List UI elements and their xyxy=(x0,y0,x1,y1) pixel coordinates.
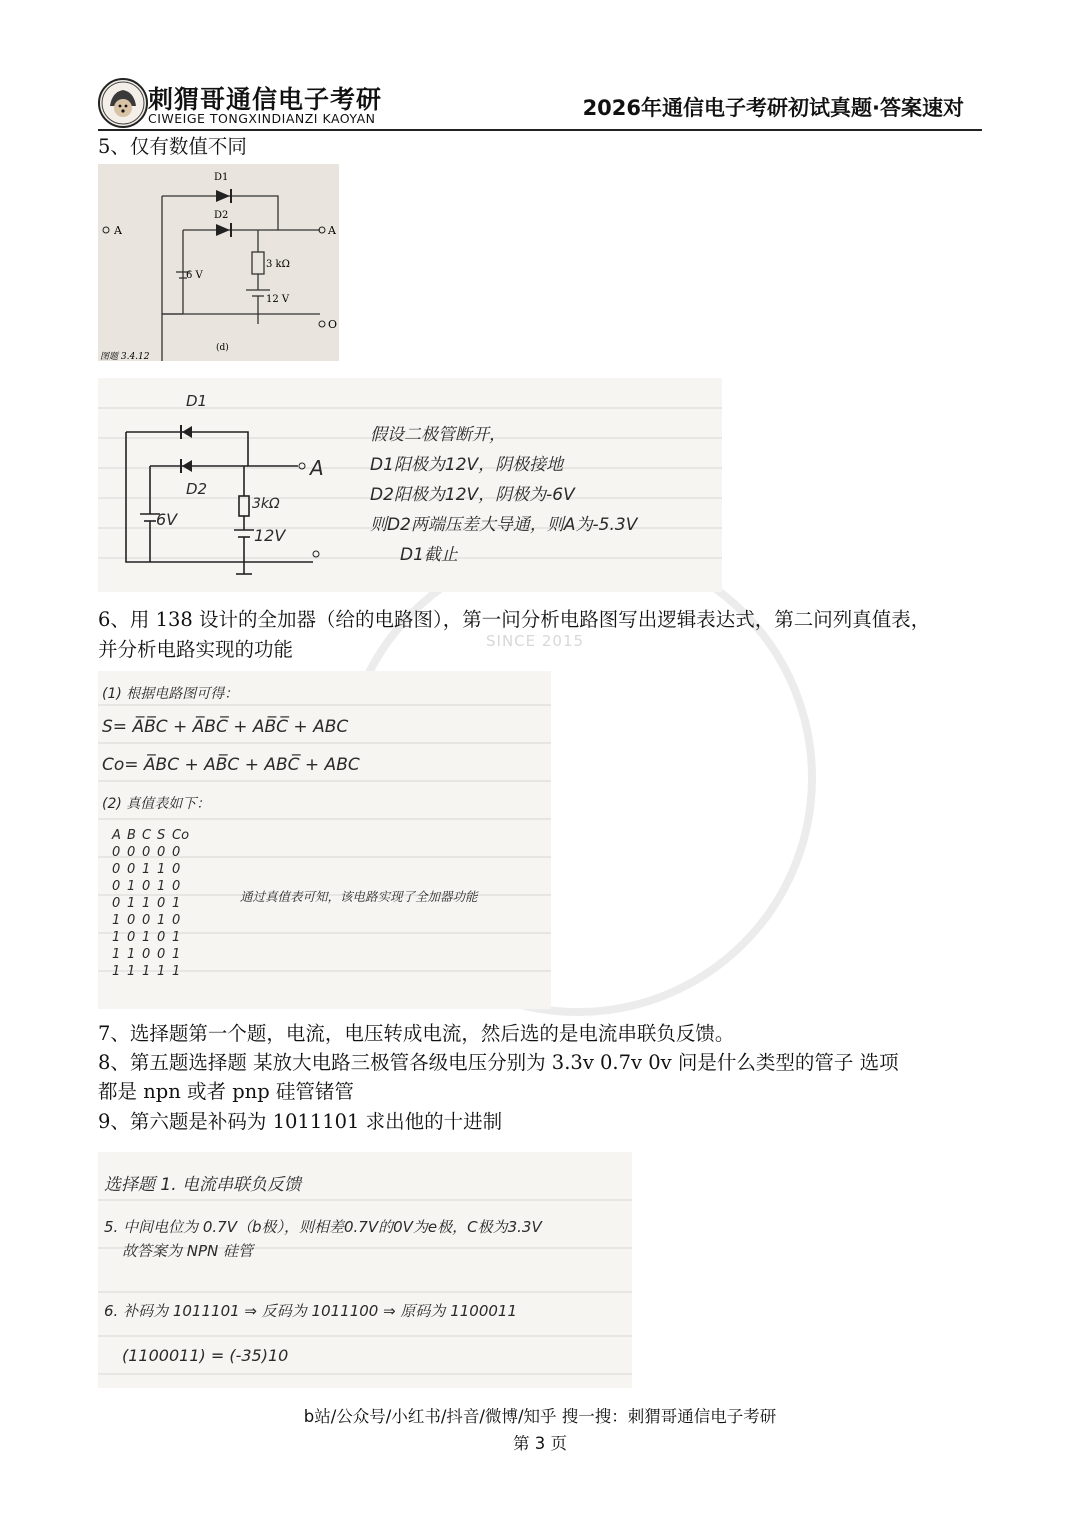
truth-table xyxy=(112,827,190,980)
truth-table-cell: 0 xyxy=(157,930,166,945)
truth-table-row xyxy=(112,861,187,878)
truth-table-header xyxy=(112,827,190,844)
handwritten-circuit-notes xyxy=(98,378,722,592)
truth-table-cell: 1 xyxy=(142,930,151,945)
fig4-line-4: 6. 补码为 1011101 ⇒ 反码为 1011100 ⇒ 原码为 1100011 xyxy=(104,1302,518,1320)
fig4-line-5: (1100011) = (-35)10 xyxy=(122,1346,289,1365)
truth-table-notes xyxy=(98,671,551,1009)
question-7-text: 7、选择题第一个题，电流，电压转成电流，然后选的是电流串联负反馈。 xyxy=(98,1022,735,1045)
truth-table-cell: 1 xyxy=(142,896,151,911)
fig2-note-line: 假设二极管断开， xyxy=(370,425,506,445)
fig1-label-r: 3 kΩ xyxy=(266,259,290,270)
fig3-line-1: (1) 根据电路图可得： xyxy=(102,686,239,702)
truth-table-cell: 1 xyxy=(172,964,181,979)
truth-table-cell: 1 xyxy=(157,964,166,979)
question-8-text-line1: 8、第五题选择题 某放大电路三极管各级电压分别为 3.3v 0.7v 0v 问是什么类型的管子 选项 xyxy=(98,1051,899,1074)
truth-table-cell: 0 xyxy=(157,896,166,911)
question-9-text: 9、第六题是补码为 1011101 求出他的十进制 xyxy=(98,1110,503,1133)
question-8-text-line2: 都是 npn 或者 pnp 硅管锗管 xyxy=(98,1080,354,1103)
fig1-label-v1: 6 V xyxy=(186,270,203,281)
truth-table-cell: S xyxy=(157,828,166,843)
fig1-label-a: A xyxy=(328,224,336,237)
truth-table-cell: 0 xyxy=(112,879,121,894)
truth-table-cell: 0 xyxy=(172,879,181,894)
truth-table-cell: 0 xyxy=(127,913,136,928)
truth-table-cell: 1 xyxy=(172,930,181,945)
fig4-line-1: 选择题 1. 电流串联负反馈 xyxy=(104,1175,302,1195)
truth-table-cell: 0 xyxy=(127,845,136,860)
fig2-label-d2: D2 xyxy=(186,480,208,498)
fig2-note-line: D1截止 xyxy=(400,545,458,565)
truth-table-cell: 1 xyxy=(112,913,121,928)
fig4-line-2: 5. 中间电位为 0.7V（b极），则相差0.7V的0V为e极，C极为3.3V xyxy=(104,1218,542,1236)
fig1-label-v2: 12 V xyxy=(266,294,290,305)
truth-table-cell: 1 xyxy=(112,930,121,945)
fig1-caption: (d) xyxy=(216,343,229,353)
fig2-note-line: 则D2两端压差大导通，则A为-5.3V xyxy=(370,515,638,535)
fig1-label-d1: D1 xyxy=(214,172,229,183)
fig1-label-o: O xyxy=(328,318,338,331)
fig2-note-line: D2阳极为12V，阴极为-6V xyxy=(370,485,575,505)
truth-table-cell: 0 xyxy=(172,913,181,928)
answer-notes-photo xyxy=(98,1152,632,1388)
brand-name-en: CIWEIGE TONGXINDIANZI KAOYAN xyxy=(148,111,376,126)
truth-table-cell: 0 xyxy=(127,930,136,945)
fig2-label-a: A xyxy=(310,456,324,480)
fig1-label-d2: D2 xyxy=(214,210,229,221)
truth-table-cell: A xyxy=(112,828,121,843)
truth-table-cell: 0 xyxy=(112,845,121,860)
truth-table-row xyxy=(112,844,187,861)
truth-table-row xyxy=(112,946,187,963)
fig3-line-4: (2) 真值表如下： xyxy=(102,796,211,812)
truth-table-cell: 0 xyxy=(172,845,181,860)
footer-channels: b站/公众号/小红书/抖音/微博/知乎 搜一搜：刺猬哥通信电子考研 xyxy=(303,1407,777,1426)
fig2-notes xyxy=(370,420,637,570)
page-header-title: 2026年通信电子考研初试真题·答案速对 xyxy=(582,96,964,120)
question-6-text-line1: 6、用 138 设计的全加器（给的电路图），第一问分析电路图写出逻辑表达式，第二问列真值表， xyxy=(98,608,931,631)
fig4-line-3: 故答案为 NPN 硅管 xyxy=(122,1242,254,1260)
truth-table-row xyxy=(112,895,187,912)
truth-table-cell: 1 xyxy=(157,913,166,928)
truth-table-cell: Co xyxy=(172,828,190,843)
truth-table-cell: 1 xyxy=(157,862,166,877)
textbook-circuit-photo xyxy=(98,164,339,361)
truth-table-cell: C xyxy=(142,828,152,843)
page-number: 第 3 页 xyxy=(513,1434,567,1453)
truth-table-cell: 1 xyxy=(142,964,151,979)
fig3-conclusion: 通过真值表可知，该电路实现了全加器功能 xyxy=(240,889,478,904)
fig2-label-v2: 12V xyxy=(254,526,286,545)
question-6-text-line2: 并分析电路实现的功能 xyxy=(98,638,294,661)
truth-table-cell: 0 xyxy=(112,896,121,911)
fig1-label-a-left: A xyxy=(114,224,122,237)
fig3-carry-expression: Co= A̅BC + AB̅C + ABC̅ + ABC xyxy=(102,755,360,775)
truth-table-cell: 0 xyxy=(157,845,166,860)
truth-table-row xyxy=(112,963,187,980)
truth-table-cell: 1 xyxy=(127,964,136,979)
brand-logo xyxy=(98,78,148,128)
brand-name-cn: 刺猬哥通信电子考研 xyxy=(148,85,383,114)
watermark-text: SINCE 2015 xyxy=(486,632,585,650)
truth-table-cell: 1 xyxy=(172,896,181,911)
truth-table-cell: 0 xyxy=(142,913,151,928)
truth-table-cell: 1 xyxy=(172,947,181,962)
hedgehog-logo-icon xyxy=(100,80,146,126)
fig3-sum-expression: S= A̅B̅C + A̅BC̅ + AB̅C̅ + ABC xyxy=(102,717,349,737)
truth-table-row xyxy=(112,878,187,895)
truth-table-cell: 1 xyxy=(127,879,136,894)
truth-table-cell: 0 xyxy=(127,862,136,877)
truth-table-cell: B xyxy=(127,828,136,843)
truth-table-row xyxy=(112,912,187,929)
truth-table-cell: 0 xyxy=(112,862,121,877)
truth-table-cell: 0 xyxy=(172,862,181,877)
truth-table-cell: 1 xyxy=(112,947,121,962)
fig1-figure-number: 图题 3.4.12 xyxy=(100,352,150,361)
fig2-note-line: D1阳极为12V，阴极接地 xyxy=(370,455,564,475)
truth-table-cell: 0 xyxy=(142,879,151,894)
truth-table-cell: 1 xyxy=(127,947,136,962)
truth-table-row xyxy=(112,929,187,946)
truth-table-cell: 0 xyxy=(157,947,166,962)
fig2-label-v1: 6V xyxy=(156,510,178,529)
fig2-label-r: 3kΩ xyxy=(252,496,280,512)
truth-table-cell: 1 xyxy=(157,879,166,894)
question-5-text: 5、仅有数值不同 xyxy=(98,135,247,158)
truth-table-cell: 1 xyxy=(142,862,151,877)
fig2-label-d1: D1 xyxy=(186,392,208,410)
truth-table-cell: 0 xyxy=(142,845,151,860)
truth-table-cell: 1 xyxy=(127,896,136,911)
truth-table-cell: 1 xyxy=(112,964,121,979)
header-divider xyxy=(98,129,982,131)
truth-table-cell: 0 xyxy=(142,947,151,962)
